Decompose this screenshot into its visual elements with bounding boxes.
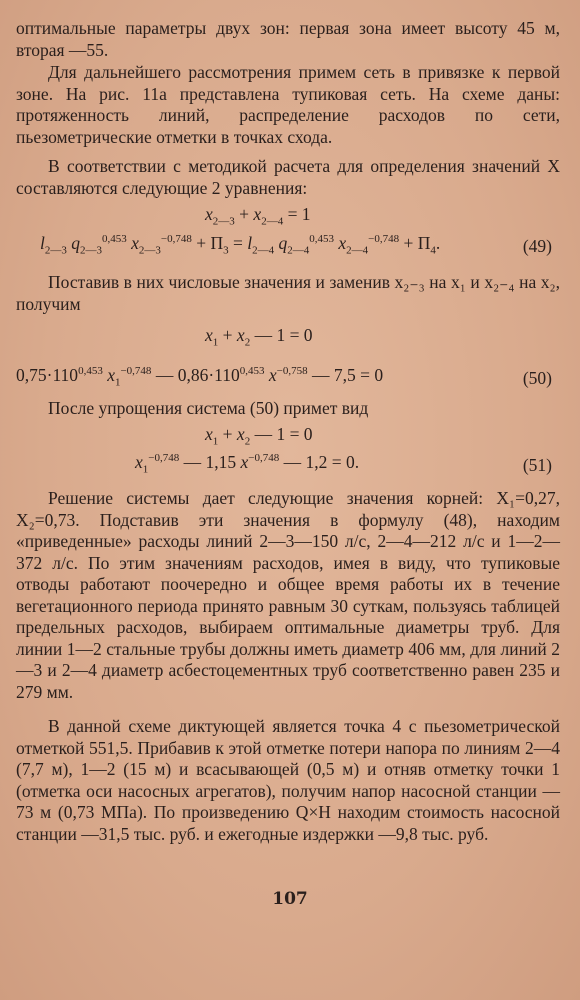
- equation-49-line2: $l_{2—3}$ $q_{2—3}^{0,453}$ $x_{2—3}^{-0,748} + П_3 = l_{2—4}$ $q_{2—4}^{0,453}$ $x_{2—4}^{-0,748} + П_4$.: [40, 233, 441, 257]
- equation-50-line1: $x_1 + x_2$ — 1 = 0: [205, 325, 313, 349]
- equation-51-line1: $x_1 + x_2$ — 1 = 0: [205, 424, 313, 448]
- equation-51-number: (51): [522, 455, 552, 475]
- page-number: 107: [272, 889, 308, 909]
- equation-49-number: (49): [522, 236, 552, 256]
- equation-50-number: (50): [522, 368, 552, 388]
- paragraph-1: оптимальные параметры двух зон: первая зона имеет высоту 45 м, вторая —55.: [16, 18, 560, 60]
- paragraph-6: Решение системы дает следующие значения корней: X₁=0,27, X₂=0,73. Подставив эти значения в формулу (48), находим «приведенные» расходы линий 2—3—150 л/с, 2—4—212 л/с и 1—2—372 л/с. По этим значениям расходов, имея в виду, что тупиковые отводы работают поочередно и общее время работы их в течение вегетационного периода принято равным 30 суткам, пользуясь таблицей предельных расходов, выбираем оптимальные диаметры труб. Для линии 1—2 стальные трубы должны иметь диаметр 406 мм, для линий 2—3 и 2—4 диаметр асбестоцементных труб соответственно равен 235 и 279 мм.: [16, 488, 560, 702]
- paragraph-7: В данной схеме диктующей является точка 4 с пьезометрической отметкой 551,5. Прибавив к этой отметке потери напора по линиям 2—4 (7,7 м), 1—2 (15 м) и всасывающей (0,5 м) и отняв отметку точки 1 (отметка оси насосных агрегатов), получим напор насосной станции —73 м (0,73 МПа). По произведению Q×H находим стоимость насосной станции —31,5 тыс. руб. и ежегодные издержки —9,8 тыс. руб.: [16, 716, 560, 844]
- paragraph-4: Поставив в них числовые значения и заменив x₂₋₃ на x₁ и x₂₋₄ на x₂, получим: [16, 272, 560, 314]
- equation-49-line1: $x_{2—3} + x_{2—4} = 1$: [205, 204, 311, 228]
- equation-50-line2: $0,75\cdot 110^{0,453}$ $x_1^{-0,748}$ — $0,86\cdot 110^{0,453}$ $x^{-0,758}$ — 7,5 = 0: [16, 365, 384, 389]
- paragraph-5: После упрощения система (50) примет вид: [48, 398, 369, 418]
- equation-51-line2: $x_1^{-0,748}$ — 1,15 $x^{-0,748}$ — 1,2 = 0.: [135, 452, 360, 476]
- paragraph-2: Для дальнейшего рассмотрения примем сеть в привязке к первой зоне. На рис. 11а представлена тупиковая сеть. На схеме даны: протяженность линий, распределение расходов по сети, пьезометрические отметки в точках схода.: [16, 62, 560, 147]
- paragraph-3: В соответствии с методикой расчета для определения значений X составляются следующие 2 уравнения:: [16, 156, 560, 198]
